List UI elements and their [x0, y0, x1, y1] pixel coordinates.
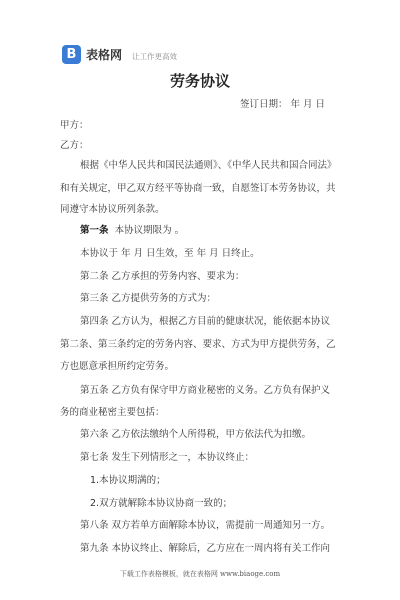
intro-line-1: 根据《中华人民共和国民法通则》、《中华人民共和国合同法》: [80, 160, 337, 171]
clause-4-line-2: 第二条、第三条约定的劳务内容、要求、方式为甲方提供劳务，乙: [60, 339, 336, 350]
clause-1: [80, 222, 184, 236]
intro-line-3: 同遵守本协议所列条款。: [60, 204, 165, 215]
clause-8: 第八条 双方若单方面解除本协议，需提前一周通知另一方。: [80, 520, 331, 531]
term-line: 本协议于 年 月 日生效，至 年 月 日终止。: [80, 248, 260, 259]
clause-7: 第七条 发生下列情形之一，本协议终止：: [80, 452, 255, 463]
site-header: [62, 45, 177, 64]
clause-4-line-1: 第四条 乙方认为，根据乙方目前的健康状况，能依据本协议: [80, 316, 331, 327]
clause-1-heading: 第一条: [80, 225, 109, 236]
clause-9: 第九条 本协议终止、解除后，乙方应在一周内将有关工作向: [80, 543, 331, 554]
party-b-line: 乙方：: [60, 140, 89, 151]
footer-text[interactable]: 下载工作表格模板，就在表格网 www.biaoge.com: [119, 570, 281, 578]
intro-line-2: 和有关规定，甲乙双方经平等协商一致，自愿签订本劳务协议，共: [60, 183, 336, 194]
clause-7-item-2: 2.双方就解除本协议协商一致的；: [90, 498, 233, 509]
party-a-line: 甲方：: [60, 120, 89, 131]
clause-6: 第六条 乙方依法缴纳个人所得税，甲方依法代为扣缴。: [80, 429, 312, 440]
brand-tagline: 让工作更高效: [132, 51, 178, 61]
clause-2: 第二条 乙方承担的劳务内容、要求为：: [80, 271, 245, 282]
brand-logo-icon[interactable]: B: [62, 45, 81, 64]
clause-7-item-1: 1.本协议期满的；: [90, 475, 166, 486]
signing-date: 签订日期： 年 月 日: [240, 99, 326, 110]
clause-3: 第三条 乙方提供劳务的方式为：: [80, 293, 217, 304]
clause-5-line-1: 第五条 乙方负有保守甲方商业秘密的义务。乙方负有保护义: [80, 385, 331, 396]
document-title: 劳务协议: [169, 72, 230, 90]
clause-4-line-3: 方也愿意承担所约定劳务。: [60, 361, 175, 372]
brand-name[interactable]: 表格网: [86, 48, 123, 62]
clause-5-line-2: 务的商业秘密主要包括：: [60, 407, 165, 418]
clause-1-text: 本协议期限为 。: [114, 225, 185, 236]
